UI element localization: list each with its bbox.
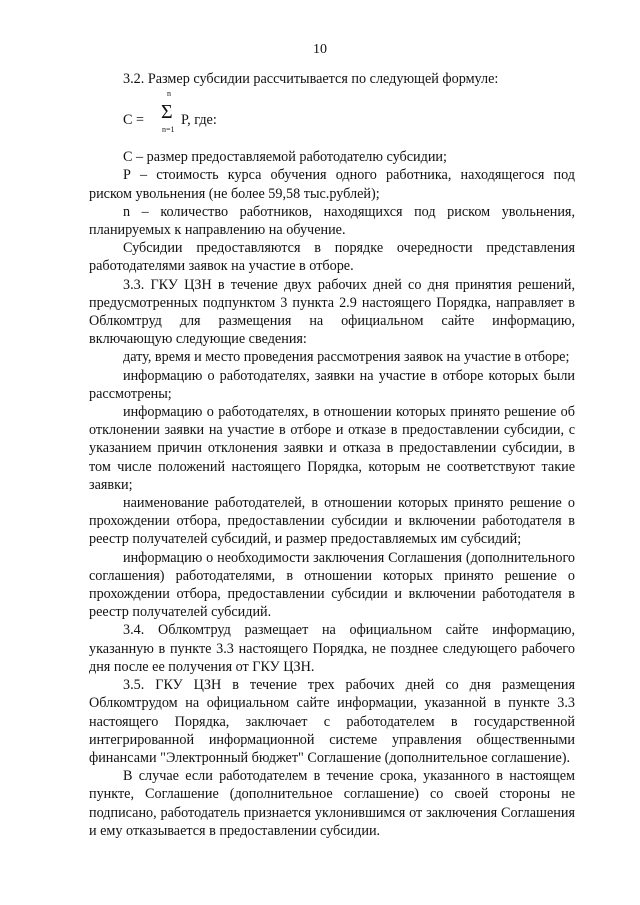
page-number: 10 xyxy=(313,42,327,57)
formula-rhs: Р, где: xyxy=(181,112,217,129)
section-3-5-refusal: В случае если работодателем в течение срока, указанного в настоящем пункте, Соглашение (дополнительное соглашение) со своей стороны не подписано, работодатель признается уклонившимся от заключения Соглашения и ему отказывается в предоставлении субсидии. xyxy=(89,768,575,839)
sigma-symbol: Σ xyxy=(161,101,173,124)
section-3-3-item-3: информацию о работодателях, в отношении которых принято решение об отклонении заявки на участие в отборе и отказе в предоставлении субсидии, с указанием причин отклонения заявки и отказа в предоставлении субсидии, в том числе положений настоящего Порядка, которым не соответствуют такие заявки; xyxy=(89,404,575,493)
document-body xyxy=(89,70,575,840)
definition-p: Р – стоимость курса обучения одного работника, находящегося под риском увольнения (не более 59,58 тыс.рублей); xyxy=(89,167,575,202)
section-3-3: 3.3. ГКУ ЦЗН в течение двух рабочих дней со дня принятия решений, предусмотренных подпунктом 3 пункта 2.9 настоящего Порядка, направляет в Облкомтруд для размещения на официальном сайте информацию, включающую следующие сведения: xyxy=(89,276,575,348)
definition-c: С – размер предоставляемой работодателю субсидии; xyxy=(123,149,447,166)
section-3-5: 3.5. ГКУ ЦЗН в течение трех рабочих дней со дня размещения Облкомтрудом на официальном сайте информации, указанной в пункте 3.3 настоящего Порядка, заключает с работодателем в государственной интегрированной информационной системе управления общественными финансами "Электронный бюджет" Соглашение (дополнительное соглашение). xyxy=(89,677,575,766)
formula-upper-limit: n xyxy=(167,89,171,99)
section-3-3-item-1: дату, время и место проведения рассмотрения заявок на участие в отборе; xyxy=(123,349,570,366)
section-3-2-intro: 3.2. Размер субсидии рассчитывается по следующей формуле: xyxy=(123,71,499,87)
subsidy-formula xyxy=(89,90,575,142)
order-note: Субсидии предоставляются в порядке очередности представления работодателями заявок на участие в отборе. xyxy=(89,240,575,275)
definition-n: n – количество работников, находящихся под риском увольнения, планируемых к направлению на обучение. xyxy=(89,203,575,239)
section-3-3-item-5: информацию о необходимости заключения Соглашения (дополнительного соглашения) работодателями, в отношении которых принято решение о прохождении отбора, предоставлении субсидии и включении работодателя в реестр получателей субсидий. xyxy=(89,549,575,621)
formula-lower-limit: n=1 xyxy=(162,125,175,135)
section-3-4: 3.4. Облкомтруд размещает на официальном сайте информацию, указанную в пункте 3.3 настоящего Порядка, не позднее следующего рабочего дня после ее получения от ГКУ ЦЗН. xyxy=(89,622,575,675)
section-3-3-item-4: наименование работодателей, в отношении которых принято решение о прохождении отбора, предоставлении субсидии и включении работодателя в реестр получателей субсидий, и размер предоставляемых им субсидий; xyxy=(89,495,575,548)
formula-lhs: С = xyxy=(123,112,145,129)
section-3-3-item-2: информацию о работодателях, заявки на участие в отборе которых были рассмотрены; xyxy=(89,367,575,402)
